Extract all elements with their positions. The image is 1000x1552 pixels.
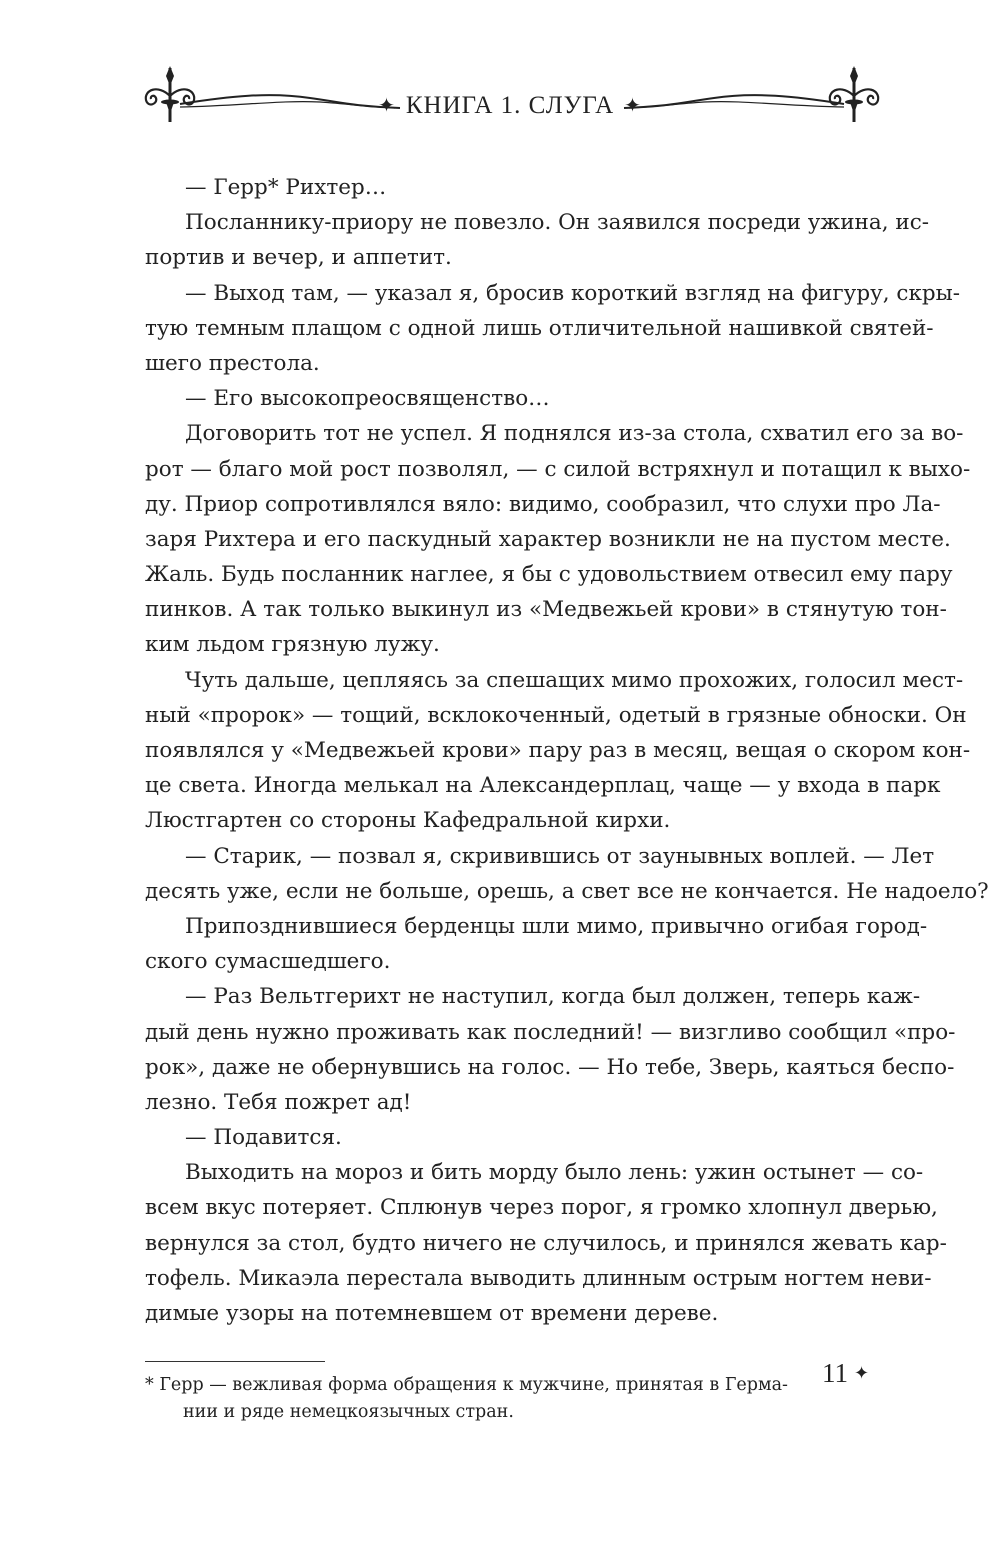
text-line: ского сумасшедшего. bbox=[145, 949, 391, 975]
text-line: рот — благо мой рост позволял, — с силой встряхнул и потащил к выхо- bbox=[145, 456, 971, 482]
text-line: Люстгартен со стороны Кафедральной кирхи. bbox=[145, 808, 671, 834]
text-line: Жаль. Будь посланник наглее, я бы с удовольствием отвесил ему пару bbox=[145, 562, 953, 588]
text-line: всем вкус потеряет. Сплюнув через порог, я громко хлопнул дверью, bbox=[145, 1195, 938, 1221]
text-line: Выходить на мороз и бить морду было лень: ужин остынет — со- bbox=[185, 1160, 924, 1186]
text-line: лезно. Тебя пожрет ад! bbox=[145, 1089, 412, 1115]
text-line: десять уже, если не больше, орешь, а свет все не кончается. Не надоело? bbox=[145, 878, 989, 904]
text-line: — Его высокопреосвященство… bbox=[185, 386, 550, 412]
text-line: шего престола. bbox=[145, 350, 320, 376]
footnote-divider bbox=[145, 1361, 325, 1362]
text-line: — Выход там, — указал я, бросив короткий взгляд на фигуру, скры- bbox=[185, 280, 961, 306]
text-line: ду. Приор сопротивлялся вяло: видимо, сообразил, что слухи про Ла- bbox=[145, 491, 941, 517]
text-line: — Подавится. bbox=[185, 1125, 342, 1151]
text-line: — Герр* Рихтер… bbox=[185, 175, 387, 200]
text-line: Чуть дальше, цепляясь за спешащих мимо прохожих, голосил мест- bbox=[185, 667, 964, 693]
text-line: заря Рихтера и его паскудный характер возникли не на пустом месте. bbox=[145, 526, 951, 552]
body-text bbox=[145, 170, 989, 1331]
text-line: Припозднившиеся берденцы шли мимо, привычно огибая город- bbox=[185, 913, 928, 939]
running-title bbox=[140, 92, 880, 120]
star-icon: ✦ bbox=[854, 1363, 870, 1383]
text-line: тофель. Микаэла перестала выводить длинным острым ногтем неви- bbox=[145, 1265, 932, 1291]
text-line: це света. Иногда мелькал на Александерплац, чаще — у входа в парк bbox=[145, 773, 941, 799]
page-number-block bbox=[822, 1358, 869, 1389]
text-line: тую темным плащом с одной лишь отличительной нашивкой святей- bbox=[145, 315, 934, 341]
footnote-line: нии и ряде немецкоязычных стран. bbox=[183, 1402, 514, 1422]
star-right-icon: ✦ bbox=[624, 95, 642, 117]
star-left-icon: ✦ bbox=[378, 95, 396, 117]
book-title: КНИГА 1. СЛУГА bbox=[405, 92, 615, 119]
text-line: димые узоры на потемневшем от времени дереве. bbox=[145, 1301, 719, 1326]
text-line: Договорить тот не успел. Я поднялся из-за стола, схватил его за во- bbox=[185, 421, 964, 447]
text-line: рок», даже не обернувшись на голос. — Но тебе, Зверь, каяться беспо- bbox=[145, 1054, 955, 1080]
text-line: пинков. А так только выкинул из «Медвежьей крови» в стянутую тон- bbox=[145, 597, 947, 623]
text-line: дый день нужно проживать как последний! — визгливо сообщил «про- bbox=[145, 1019, 956, 1045]
text-line: Посланнику-приору не повезло. Он заявился посреди ужина, ис- bbox=[185, 210, 929, 236]
running-header bbox=[140, 62, 880, 132]
text-line: ким льдом грязную лужу. bbox=[145, 632, 440, 658]
text-line: портив и вечер, и аппетит. bbox=[145, 245, 452, 271]
text-line: — Раз Вельтгерихт не наступил, когда был должен, теперь каж- bbox=[185, 984, 921, 1010]
footnote bbox=[145, 1372, 788, 1426]
text-line: вернулся за стол, будто ничего не случилось, и принялся жевать кар- bbox=[145, 1230, 947, 1256]
footnote-line: * Герр — вежливая форма обращения к мужчине, принятая в Герма- bbox=[145, 1375, 788, 1395]
page-number: 11 bbox=[822, 1358, 848, 1388]
text-line: — Старик, — позвал я, скривившись от заунывных воплей. — Лет bbox=[185, 843, 935, 869]
text-line: ный «пророк» — тощий, всклокоченный, одетый в грязные обноски. Он bbox=[145, 702, 967, 728]
text-line: появлялся у «Медвежьей крови» пару раз в месяц, вещая о скором кон- bbox=[145, 738, 971, 763]
